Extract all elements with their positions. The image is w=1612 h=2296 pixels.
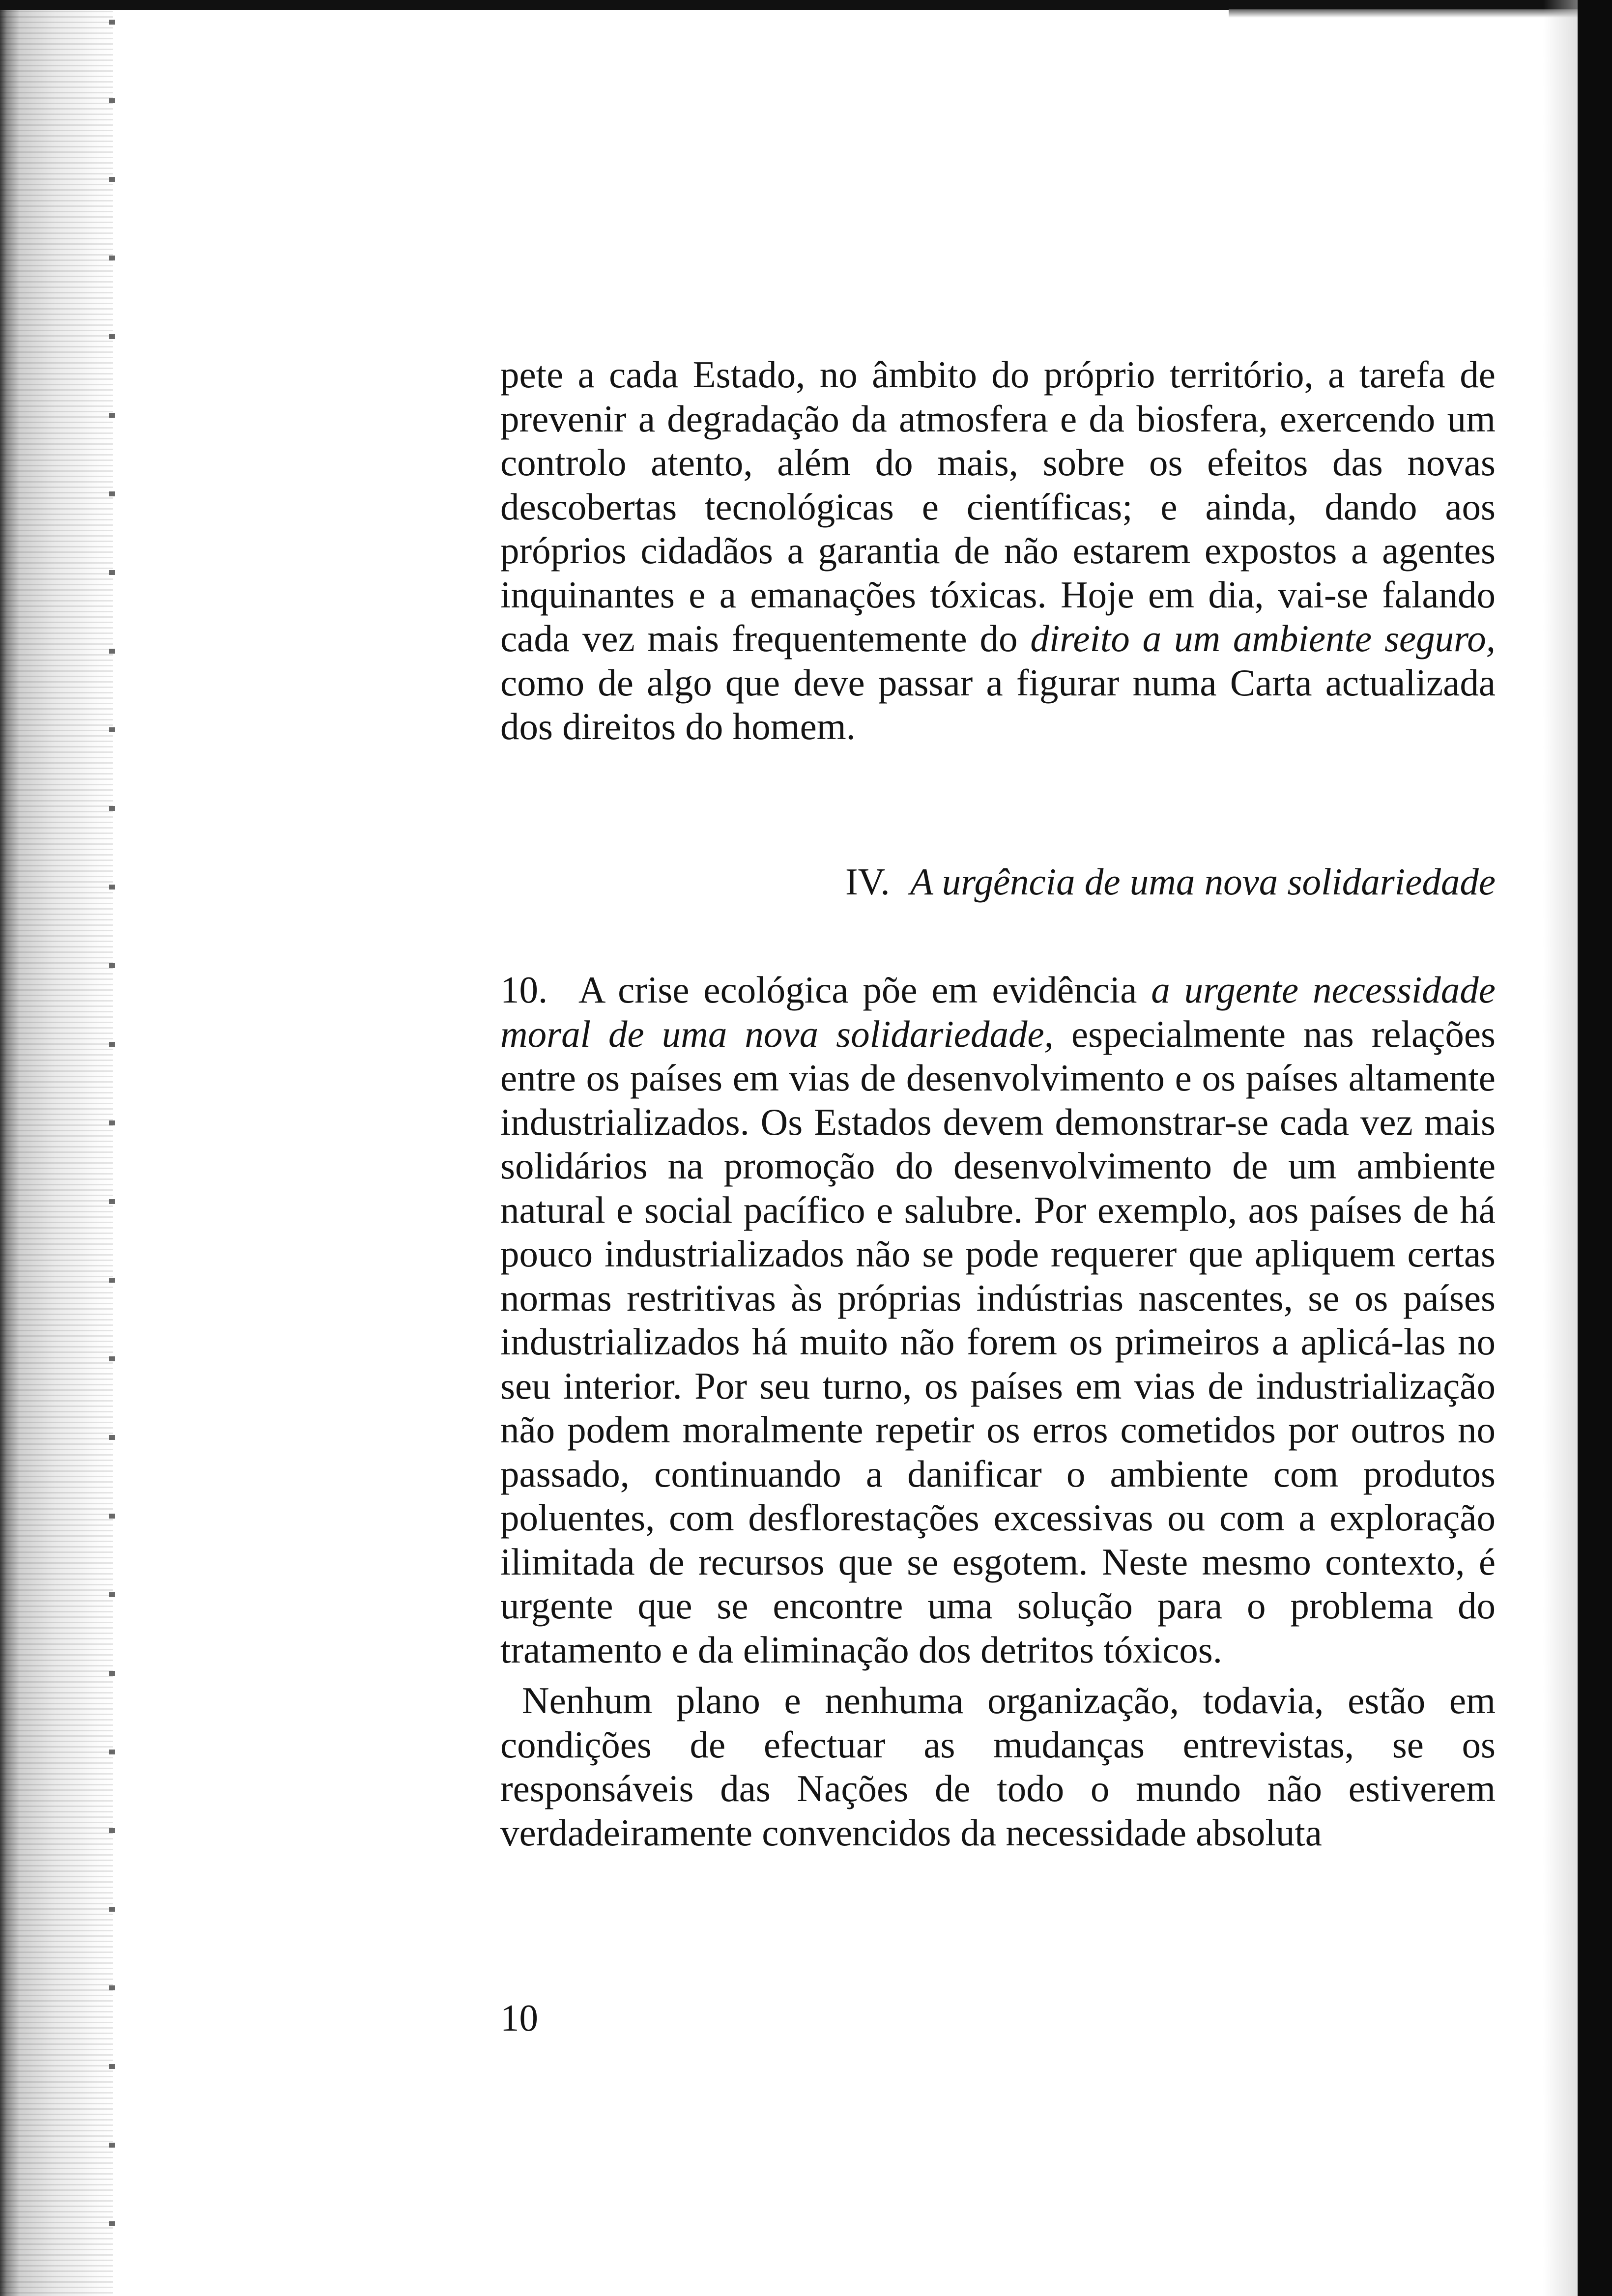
page-body (500, 353, 1496, 1855)
section-heading (500, 860, 1496, 904)
paragraph-number: 10. (500, 969, 548, 1011)
page-number: 10 (500, 1997, 538, 2039)
continued-text: pete a cada Estado, no âmbito do próprio território, a tarefa de prevenir a degradação da atmosfera e da biosfera, exercendo um controlo atento, além do mais, sobre os efeitos das novas descobertas tecnológicas e científicas; e ainda, dando aos próprios cidadãos a garantia de não estarem expostos a agentes inquinantes e a emanações tóxicas. Hoje em dia, vai-se falando cada vez mais frequentemente do (500, 353, 1496, 660)
scan-right-border (1578, 0, 1612, 2296)
scan-right-shadow (1543, 0, 1578, 2296)
emphasis-safe-environment: direito a um ambiente seguro, (1030, 617, 1496, 660)
continued-paragraph (500, 353, 1496, 749)
section-number: IV. (845, 860, 890, 903)
paragraph-10-rest: especialmente nas relações entre os países em vias de desenvolvimento e os países altamente industrializados. Os Estados devem demonstrar-se cada vez mais solidários na promoção do desenvolvimento de um ambiente natural e social pacífico e salubre. Por exemplo, aos países de há pouco industrializados não se pode requerer que apliquem certas normas restritivas às próprias indústrias nascentes, se os países industrializados há muito não forem os primeiros a aplicá-las no seu interior. Por seu turno, os países em vias de industrialização não podem moralmente repetir os erros cometidos por outros no passado, continuando a danificar o ambiente com produtos poluentes, com desflorestações excessivas ou com a exploração ilimitada de recursos que se esgotem. Neste mesmo contexto, é urgente que se encontre uma solução para o problema do tratamento e da eliminação dos detritos tóxicos. (500, 1012, 1496, 1671)
scan-binding-marks (109, 20, 115, 2280)
paragraph-next: Nenhum plano e nenhuma organização, todavia, estão em condições de efectuar as mudanças entrevistas, se os responsáveis das Nações de todo o mundo não estiverem verdadeiramente convencidos da necessidade absoluta (500, 1679, 1496, 1854)
scan-top-border (0, 0, 1578, 10)
emphasis-new-solidarity: a urgente necessidade moral de uma nova solidariedade, (500, 969, 1496, 1055)
section-title: A urgência de uma nova solidariedade (910, 860, 1496, 903)
scan-top-shadow (1229, 9, 1578, 18)
scan-left-edge (0, 0, 113, 2296)
continued-text-end: como de algo que deve passar a figurar numa Carta actualizada dos direitos do homem. (500, 661, 1496, 747)
paragraph-10-start: A crise ecológica põe em evidência (578, 969, 1137, 1011)
paragraph-10 (500, 968, 1496, 1672)
